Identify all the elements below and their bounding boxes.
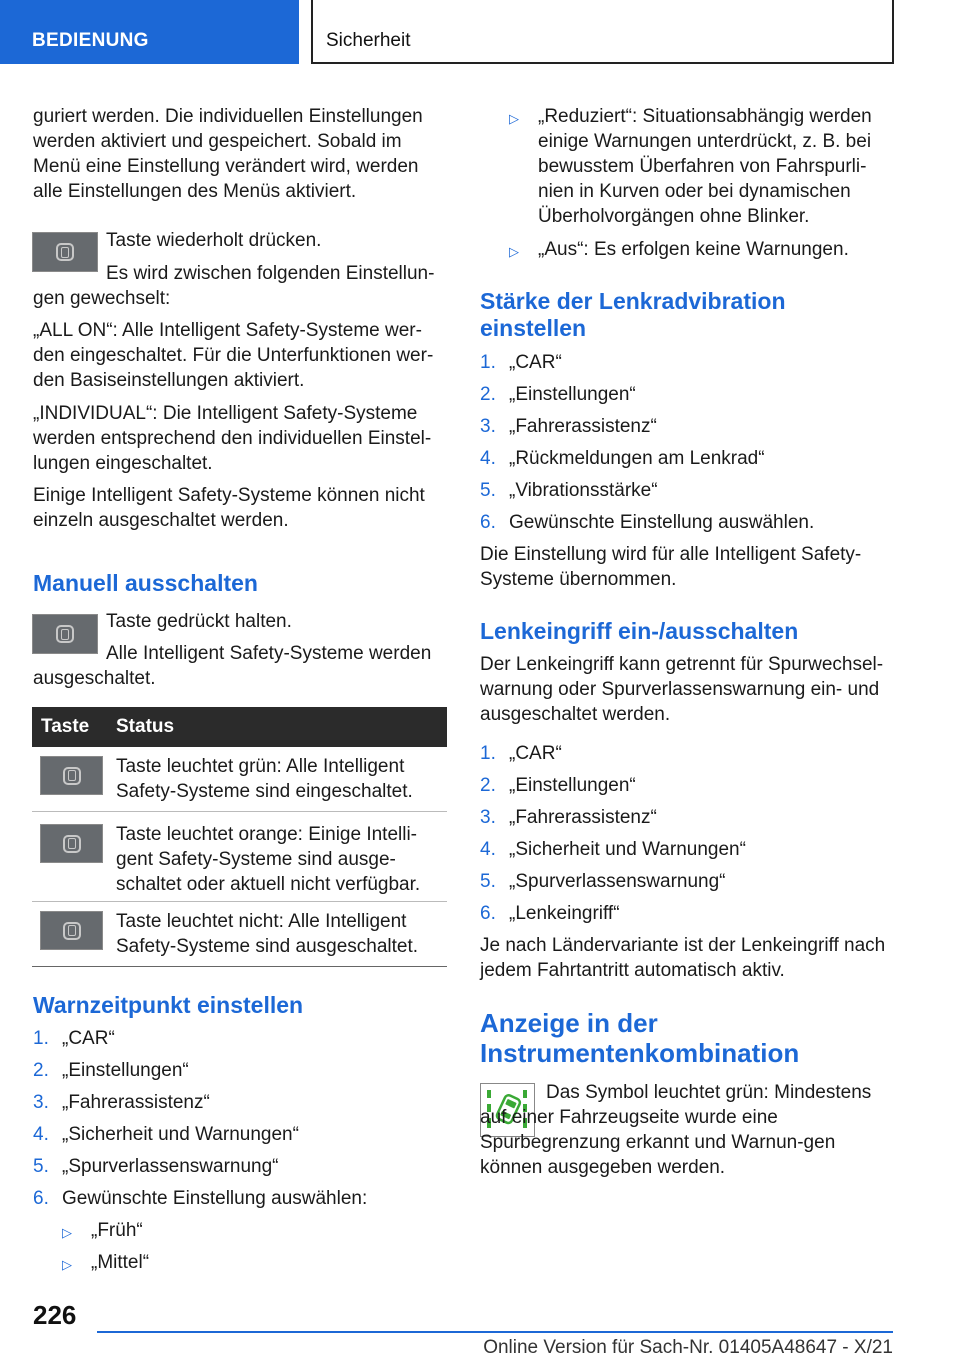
table-row: Taste leuchtet nicht: Alle Intelligent Safety-Systeme sind ausgeschaltet. xyxy=(32,902,447,967)
warn-time-heading: Warnzeitpunkt einstellen xyxy=(33,992,304,1018)
individual-text: „INDIVIDUAL“: Die Intelligent Safety-Systeme werden entsprechend den individuellen Einstel-lungen eingeschaltet. xyxy=(33,403,432,474)
sub-list-item: ▷ „Mittel“ xyxy=(62,1252,150,1273)
section-label: BEDIENUNG xyxy=(32,30,149,51)
steering-intro: Der Lenkeingriff kann getrennt für Spurwechsel-warnung oder Spurverlassenswarnung ein- und ausgeschaltet werden. xyxy=(480,654,884,725)
list-item: 4. „Sicherheit und Warnungen“ xyxy=(480,839,746,860)
warn-steps-list xyxy=(33,1026,443,1282)
table-col-key: Taste xyxy=(41,716,90,737)
footer-divider xyxy=(97,1331,893,1333)
vibration-note: Die Einstellung wird für alle Intelligent Safety-Systeme übernommen. xyxy=(480,544,862,590)
manual-off-heading: Manuell ausschalten xyxy=(33,570,258,596)
section-tab xyxy=(0,0,299,64)
list-item: 4. „Rückmeldungen am Lenkrad“ xyxy=(480,448,765,469)
vibration-heading: Stärke der Lenkradvibration einstellen xyxy=(480,288,786,341)
list-item: 2. „Einstellungen“ xyxy=(480,384,636,405)
key-off-icon xyxy=(40,911,103,950)
list-item: 1. „CAR“ xyxy=(33,1028,115,1049)
list-item: 3. „Fahrerassistenz“ xyxy=(480,416,657,437)
steering-steps-list xyxy=(480,741,890,933)
vibration-steps-list xyxy=(480,350,890,542)
list-item: 6. Gewünschte Einstellung auswählen. xyxy=(480,512,815,533)
table-row: Taste leuchtet orange: Einige Intelli-gent Safety-Systeme sind ausge-schaltet oder aktuell nicht verfügbar. xyxy=(32,812,447,902)
warn-options-cont xyxy=(480,104,890,262)
key-status-table xyxy=(32,707,447,967)
list-item: 1. „CAR“ xyxy=(480,352,562,373)
table-row: Taste leuchtet grün: Alle Intelligent Safety-Systeme sind eingeschaltet. xyxy=(32,747,447,812)
sub-list-item: ▷ „Reduziert“: Situationsabhängig werden einige Warnungen unterdrückt, z. B. bei bewusstem Überfahren von Fahrspurli-nien in Kurven oder bei dynamischen Überholvorgängen ohne Blinker. xyxy=(509,106,872,227)
list-item: 4. „Sicherheit und Warnungen“ xyxy=(33,1124,299,1145)
display-heading: Anzeige in der Instrumentenkombination xyxy=(480,1008,800,1068)
list-item: 3. „Fahrerassistenz“ xyxy=(33,1092,210,1113)
sub-list-item: ▷ „Früh“ xyxy=(62,1220,143,1241)
all-on-text: „ALL ON“: Alle Intelligent Safety-Systeme wer-den eingeschaltet. Für die Unterfunktionen wer-den Basiseinstellungen aktiviert. xyxy=(33,320,434,391)
switch-text: Es wird zwischen folgenden Einstellun-gen gewechselt: xyxy=(33,263,435,309)
page-number: 226 xyxy=(33,1300,77,1330)
key-orange-icon xyxy=(40,824,103,863)
list-item: 1. „CAR“ xyxy=(480,743,562,764)
list-item: 5. „Spurverlassenswarnung“ xyxy=(480,871,726,892)
steering-note: Je nach Ländervariante ist der Lenkeingriff nach jedem Fahrtantritt automatisch aktiv. xyxy=(480,935,886,981)
key-green-icon xyxy=(40,756,103,795)
list-item: 6. Gewünschte Einstellung auswählen: xyxy=(33,1188,368,1209)
table-col-status: Status xyxy=(116,716,175,737)
list-item: 2. „Einstellungen“ xyxy=(480,775,636,796)
list-item: 3. „Fahrerassistenz“ xyxy=(480,807,657,828)
list-item: 6. „Lenkeingriff“ xyxy=(480,903,620,924)
chapter-label: Sicherheit xyxy=(326,30,411,51)
sub-list-item: ▷ „Aus“: Es erfolgen keine Warnungen. xyxy=(509,239,849,260)
display-text: Das Symbol leuchtet grün: Mindestens auf einer Fahrzeugseite wurde eine Spurbegrenzung erkannt und Warnun-gen können ausgegeben werden. xyxy=(480,1082,872,1178)
chapter-tab xyxy=(311,0,894,64)
press-repeat-text: Taste wiederholt drücken. xyxy=(106,230,322,251)
list-item: 5. „Spurverlassenswarnung“ xyxy=(33,1156,279,1177)
steering-heading: Lenkeingriff ein-/ausschalten xyxy=(480,618,799,644)
some-cannot-text: Einige Intelligent Safety-Systeme können nicht einzeln ausgeschaltet werden. xyxy=(33,485,425,531)
list-item: 5. „Vibrationsstärke“ xyxy=(480,480,658,501)
footer-online-version: Online Version für Sach-Nr. 01405A48647 - X/21 xyxy=(483,1337,893,1358)
left-intro: guriert werden. Die individuellen Einstellungen werden aktiviert und gespeichert. Sobald im Menü eine Einstellung verändert wird, werden alle Einstellungen des Menüs aktiviert. xyxy=(33,106,423,202)
list-item: 2. „Einstellungen“ xyxy=(33,1060,189,1081)
hold-key-text: Taste gedrückt halten. xyxy=(106,611,292,632)
all-off-text: Alle Intelligent Safety-Systeme werden ausgeschaltet. xyxy=(33,643,432,689)
table-header xyxy=(32,707,447,747)
